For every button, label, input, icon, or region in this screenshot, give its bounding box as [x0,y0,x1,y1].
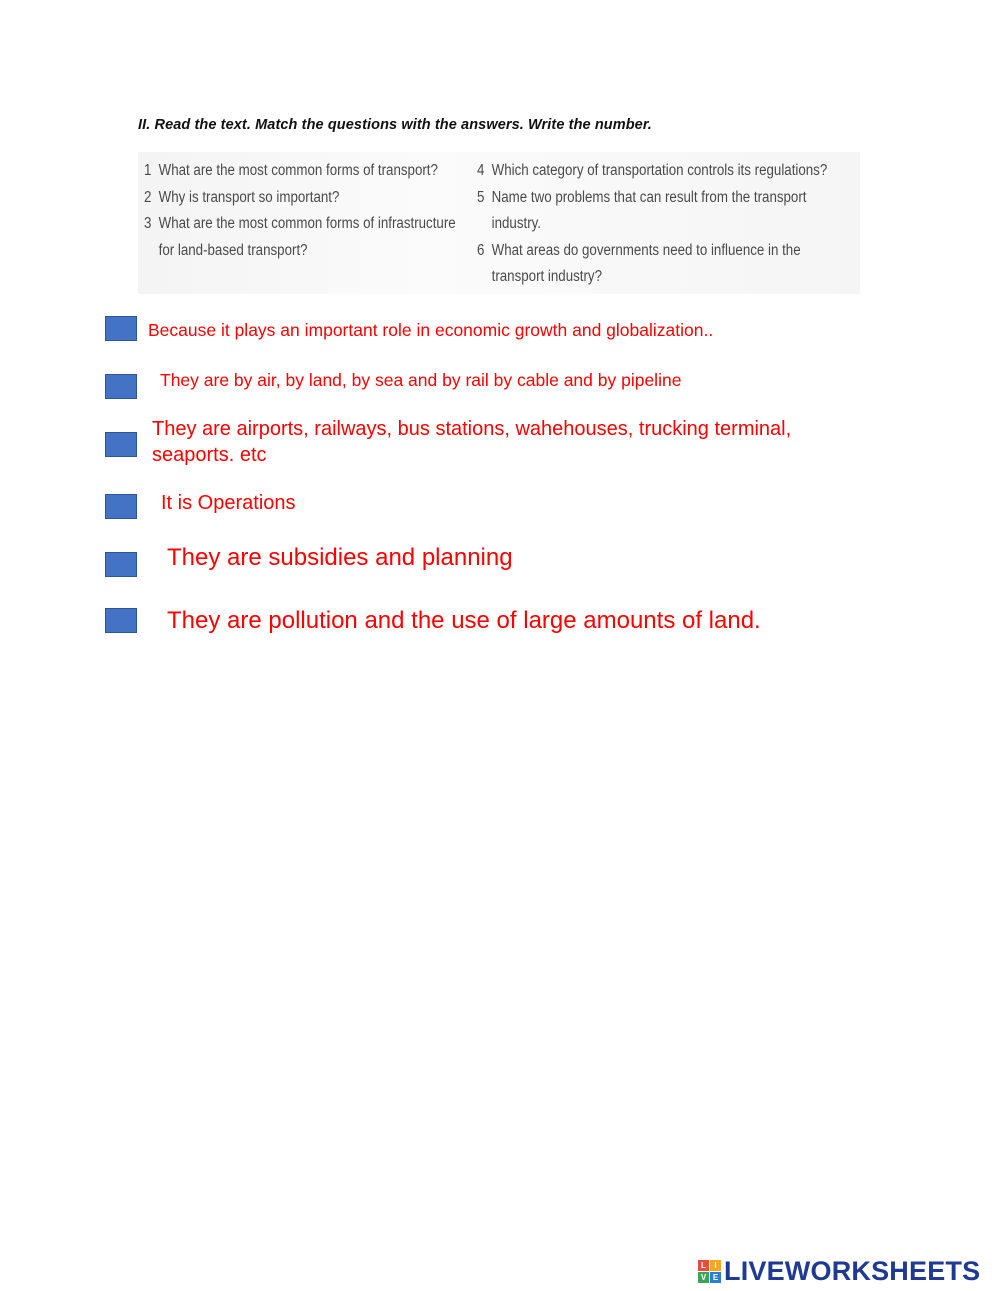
logo-mark-letter: E [710,1272,721,1283]
question-4 [477,158,853,185]
answer-text-2: They are by air, by land, by sea and by rail by cable and by pipeline [160,370,682,390]
answer-number-input-5[interactable] [105,552,137,577]
answer-number-input-6[interactable] [105,608,137,633]
question-text: Which category of transportation controls its regulations? [491,162,828,179]
question-number: 1 [144,162,152,179]
logo-text: LIVEWORKSHEETS [724,1256,981,1286]
question-3 [144,211,460,264]
question-text: What are the most common forms of transport? [158,162,438,179]
answer-text-5: They are subsidies and planning [167,544,513,571]
questions-column-left [144,158,464,264]
question-1 [144,158,460,185]
answer-text-1: Because it plays an important role in economic growth and globalization.. [148,320,714,340]
instruction-heading: II. Read the text. Match the questions with the answers. Write the number. [138,117,652,133]
question-5 [477,185,853,238]
answer-text-4: It is Operations [161,492,296,514]
answer-text-6: They are pollution and the use of large amounts of land. [167,607,761,634]
liveworksheets-logo [698,1256,980,1287]
question-number: 5 [477,188,485,206]
question-number: 2 [144,188,152,206]
logo-mark-letter: I [710,1260,721,1271]
answer-text-3: They are airports, railways, bus stations, wahehouses, trucking terminal, seaports. etc [152,418,792,466]
answer-number-input-1[interactable] [105,316,137,341]
question-text: Why is transport so important? [158,188,340,206]
question-text: What are the most common forms of infrastructure for land-based transport? [158,215,456,259]
question-2 [144,185,460,212]
question-6 [477,238,853,291]
logo-mark-letter: L [698,1260,709,1271]
question-number: 3 [144,215,152,232]
question-number: 4 [477,162,485,179]
questions-image [138,152,860,294]
questions-column-right [477,158,857,291]
logo-mark-icon [698,1260,721,1283]
logo-mark-letter: V [698,1272,709,1283]
question-number: 6 [477,241,485,259]
answer-number-input-4[interactable] [105,494,137,519]
question-text: What areas do governments need to influence in the transport industry? [491,241,801,285]
question-text: Name two problems that can result from the transport industry. [491,188,807,232]
answer-number-input-3[interactable] [105,432,137,457]
answer-number-input-2[interactable] [105,374,137,399]
